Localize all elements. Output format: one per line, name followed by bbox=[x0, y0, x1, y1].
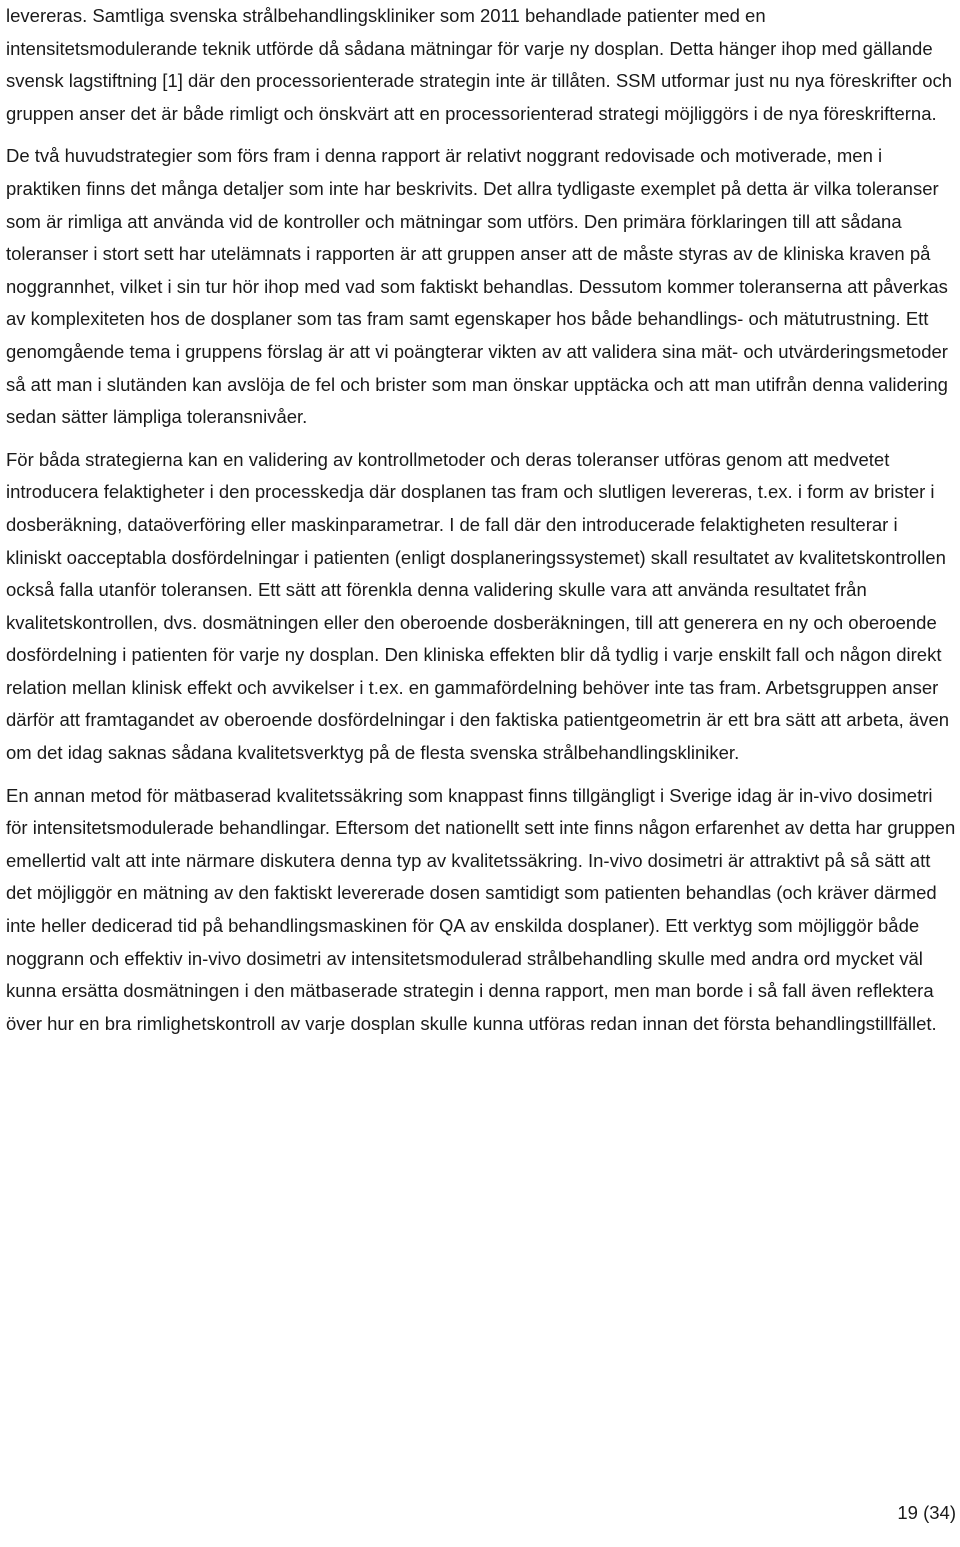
document-body bbox=[6, 0, 956, 1050]
page-number: 19 (34) bbox=[897, 1502, 956, 1523]
paragraph-4: En annan metod för mätbaserad kvalitetssäkring som knappast finns tillgängligt i Sverige idag är in-vivo dosimetri för intensitetsmodulerade behandlingar. Eftersom det nationellt sett inte finns någon erfarenhet av detta har gruppen emellertid valt att inte närmare diskutera denna typ av kvalitetssäkring. In-vivo dosimetri är attraktivt på så sätt att det möjliggör en mätning av den faktiskt levererade dosen samtidigt som patienten behandlas (och kräver därmed inte heller dedicerad tid på behandlingsmaskinen för QA av enskilda dosplaner). Ett verktyg som möjliggör både noggrann och effektiv in-vivo dosimetri av intensitetsmodulerad strålbehandling skulle med andra ord mycket väl kunna ersätta dosmätningen i den mätbaserade strategin i denna rapport, men man borde i så fall även reflektera över hur en bra rimlighetskontroll av varje dosplan skulle kunna utföras redan innan det första behandlingstillfället. bbox=[6, 784, 956, 1034]
paragraph-3: För båda strategierna kan en validering av kontrollmetoder och deras toleranser utföras genom att medvetet introducera felaktigheter i den processkedja där dosplanen tas fram och slutligen levereras, t.ex. i form av brister i dosberäkning, dataöverföring eller maskinparametrar. I de fall där den introducerade felaktigheten resulterar i kliniskt oacceptabla dosfördelningar i patienten (enligt dosplaneringssystemet) skall resultatet av kvalitetskontrollen också falla utanför toleransen. Ett sätt att förenkla denna validering skulle vara att använda resultatet från kvalitetskontrollen, dvs. dosmätningen eller den oberoende dosberäkningen, till att generera en ny och oberoende dosfördelning i patienten för varje ny dosplan. Den kliniska effekten blir då tydlig i varje enskilt fall och någon direkt relation mellan klinisk effekt och avvikelser i t.ex. en gammafördelning behöver inte tas fram. Arbetsgruppen anser därför att framtagandet av oberoende dosfördelningar i den faktiska patientgeometrin är ett bra sätt att arbeta, även om det idag saknas sådana kvalitetsverktyg på de flesta svenska strålbehandlingskliniker. bbox=[6, 448, 950, 764]
paragraph-1: levereras. Samtliga svenska strålbehandlingskliniker som 2011 behandlade patienter med en intensitetsmodulerande teknik utförde då sådana mätningar för varje ny dosplan. Detta hänger ihop med gällande svensk lagstiftning [1] där den processorienterade strategin inte är tillåten. SSM utformar just nu nya föreskrifter och gruppen anser det är både rimligt och önskvärt att en processorienterad strategi möjliggörs i de nya föreskrifterna. bbox=[6, 5, 953, 124]
paragraph-2: De två huvudstrategier som förs fram i denna rapport är relativt noggrant redovisade och motiverade, men i praktiken finns det många detaljer som inte har beskrivits. Det allra tydligaste exemplet på detta är vilka toleranser som är rimliga att använda vid de kontroller och mätningar som utförs. Den primära förklaringen till att sådana toleranser i stort sett har utelämnats i rapporten är att gruppen anser att de måste styras av de kliniska kraven på noggrannhet, vilket i sin tur hör ihop med vad som faktiskt behandlas. Dessutom kommer toleranserna att påverkas av komplexiteten hos de dosplaner som tas fram samt egenskaper hos både behandlings- och mätutrustning. Ett genomgående tema i gruppens förslag är att vi poängterar vikten av att validera sina mät- och utvärderingsmetoder så att man i slutänden kan avslöja de fel och brister som man önskar upptäcka och att man utifrån denna validering sedan sätter lämpliga toleransnivåer. bbox=[6, 145, 948, 428]
